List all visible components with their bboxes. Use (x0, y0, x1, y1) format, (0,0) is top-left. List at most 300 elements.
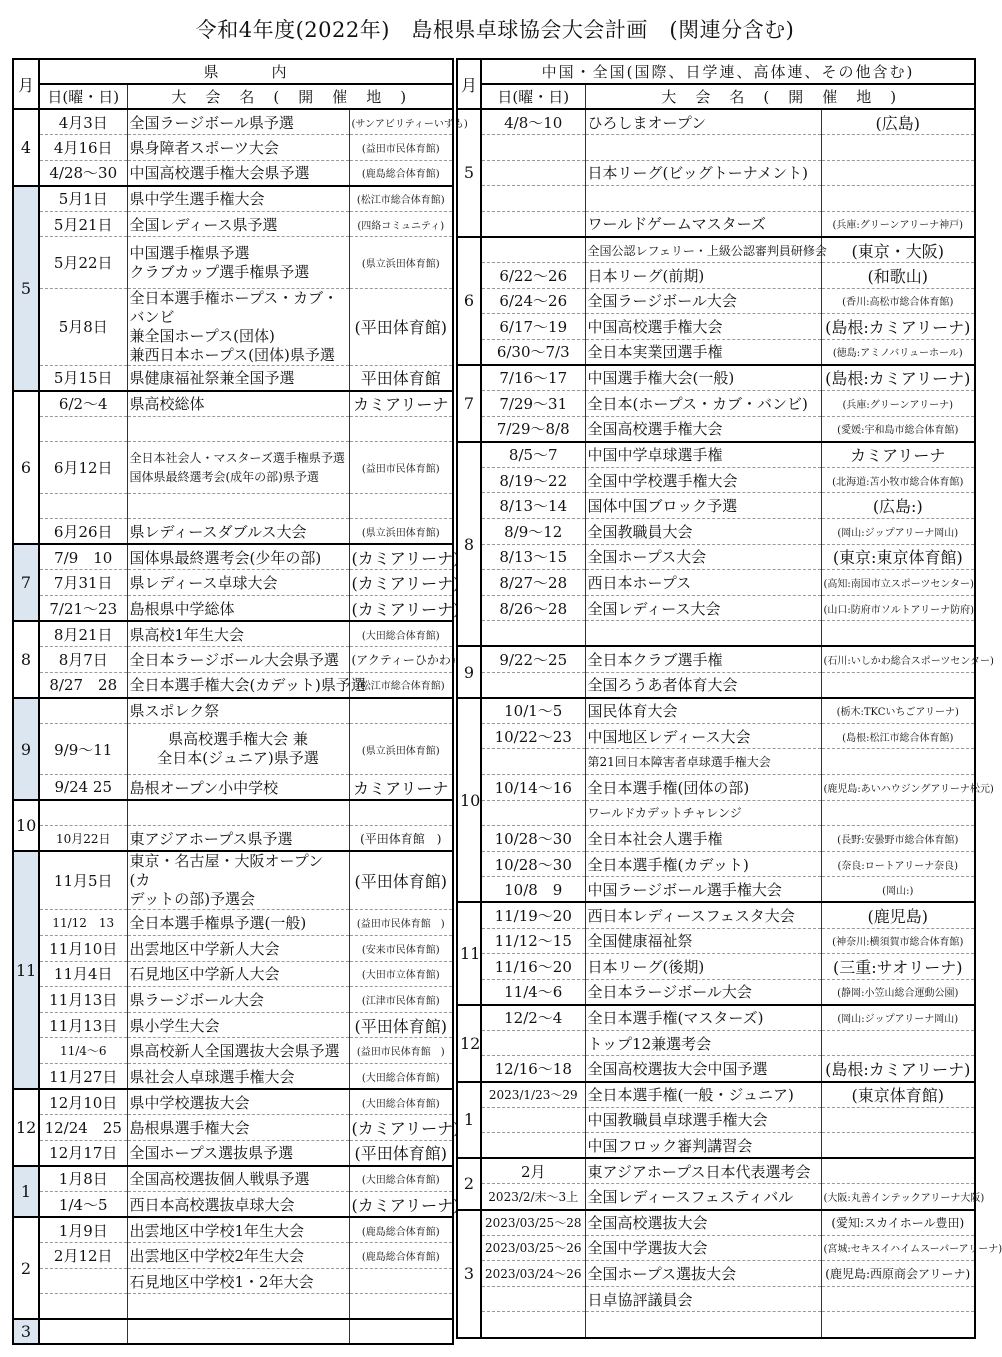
event-name: 日本リーグ(前期) (585, 263, 821, 289)
table-row (457, 698, 975, 724)
event-venue (821, 135, 975, 161)
event-name: 県レディース卓球大会 (127, 570, 349, 596)
event-name: 全国レディースフェスティバル (585, 1184, 821, 1210)
event-venue (349, 800, 453, 826)
event-date: 6月26日 (39, 519, 127, 545)
event-name: 国体中国ブロック予選 (585, 493, 821, 519)
event-venue: (東京:東京体育館) (821, 544, 975, 570)
table-row (13, 1243, 453, 1269)
month-header: 月 (457, 59, 481, 109)
table-row (457, 928, 975, 954)
table-row (13, 936, 453, 962)
event-date: 11月4日 (39, 961, 127, 987)
table-row (457, 391, 975, 417)
table-row (457, 902, 975, 928)
table-row (13, 723, 453, 774)
event-date: 4月3日 (39, 109, 127, 135)
event-name: 全日本選手権ホープス・カブ・バンビ 兼全国ホープス(団体) 兼西日本ホープス(団体)県予選 (127, 288, 349, 365)
table-row (13, 135, 453, 161)
region-header: 中国・全国(国際、日学連、高体連、その他含む) (481, 59, 975, 84)
event-venue: (平田体育館) (349, 288, 453, 365)
event-date: 8/13〜14 (481, 493, 585, 519)
event-name: 全国ホープス大会 (585, 544, 821, 570)
event-venue: (栃木:TKCいちごアリーナ) (821, 698, 975, 724)
event-date: 5月1日 (39, 186, 127, 212)
event-name: 県健康福祉祭兼全国予選 (127, 365, 349, 391)
event-name: ワールドカデットチャレンジ (585, 800, 821, 826)
event-date: 6月12日 (39, 442, 127, 493)
event-name: 西日本高校選抜卓球大会 (127, 1191, 349, 1217)
table-row (13, 519, 453, 545)
event-name (585, 1312, 821, 1338)
event-date (481, 186, 585, 212)
table-row (457, 186, 975, 212)
event-date: 7月31日 (39, 570, 127, 596)
table-row (13, 987, 453, 1013)
event-date: 1月8日 (39, 1166, 127, 1192)
table-row (13, 109, 453, 135)
event-name: 島根県中学総体 (127, 596, 349, 622)
event-venue: (北海道:苫小牧市総合体育館) (821, 467, 975, 493)
event-name: 県高校新人全国選抜大会県予選 (127, 1038, 349, 1064)
event-venue (821, 1107, 975, 1133)
event-venue: (カミアリーナ) (349, 544, 453, 570)
event-date: 6/2〜4 (39, 391, 127, 417)
event-date: 9/9〜11 (39, 723, 127, 774)
event-date: 12/16〜18 (481, 1056, 585, 1082)
table-row (457, 416, 975, 442)
month-label: 6 (457, 237, 481, 365)
table-row (13, 1319, 453, 1344)
event-date (39, 1319, 127, 1344)
national-schedule-table (456, 58, 1002, 1339)
event-venue: (東京体育館) (821, 1082, 975, 1108)
table-row (13, 1064, 453, 1090)
month-label: 11 (13, 851, 39, 1089)
event-date: 8月7日 (39, 647, 127, 673)
event-name: 日本リーグ(後期) (585, 954, 821, 980)
table-row (13, 211, 453, 237)
event-venue: (アクティーひかわ) (349, 647, 453, 673)
event-venue: (大田市立体育館) (349, 961, 453, 987)
event-date (481, 672, 585, 698)
event-name: 日卓協評議員会 (585, 1286, 821, 1312)
event-name: 全国健康福祉祭 (585, 928, 821, 954)
event-date (39, 1294, 127, 1320)
table-row (13, 775, 453, 801)
event-name: 県高校1年生大会 (127, 621, 349, 647)
event-name: 県レディースダブルス大会 (127, 519, 349, 545)
event-venue: (県立浜田体育館) (349, 723, 453, 774)
event-name: 全国ホープス選抜大会 (585, 1261, 821, 1287)
event-venue (349, 493, 453, 519)
event-name: 全国中学校選手権大会 (585, 467, 821, 493)
month-label: 1 (13, 1166, 39, 1217)
event-venue (821, 1286, 975, 1312)
event-venue: (広島:) (821, 493, 975, 519)
event-venue: (神奈川:横須賀市総合体育館) (821, 928, 975, 954)
event-venue (349, 1294, 453, 1320)
event-date: 12/24 25 (39, 1115, 127, 1141)
event-name: 全日本ラージボール大会 (585, 979, 821, 1005)
table-row (457, 544, 975, 570)
event-name: 全国ラージボール県予選 (127, 109, 349, 135)
event-date: 8/9〜12 (481, 519, 585, 545)
event-name: 県ラージボール大会 (127, 987, 349, 1013)
event-name: 全国ホープス選抜県予選 (127, 1140, 349, 1166)
event-venue: (愛知:スカイホール豊田) (821, 1210, 975, 1236)
event-venue: (東京・大阪) (821, 237, 975, 263)
table-row (457, 1210, 975, 1236)
table-row (457, 800, 975, 826)
event-name (585, 621, 821, 647)
event-venue: カミアリーナ (821, 442, 975, 468)
event-name: 県スポレク祭 (127, 698, 349, 724)
event-venue: (愛媛:宇和島市総合体育館) (821, 416, 975, 442)
month-label: 8 (457, 442, 481, 647)
event-venue: (益田市民体育館 ) (349, 910, 453, 936)
event-venue: (安来市民体育館) (349, 936, 453, 962)
event-name: 全日本社会人選手権 (585, 826, 821, 852)
event-name: 全国高校選抜大会 (585, 1210, 821, 1236)
month-label: 12 (457, 1005, 481, 1082)
month-label: 2 (13, 1217, 39, 1319)
event-name: 全国教職員大会 (585, 519, 821, 545)
event-venue: (平田体育館) (349, 1012, 453, 1038)
event-venue (821, 800, 975, 826)
event-name: 出雲地区中学校1年生大会 (127, 1217, 349, 1243)
event-venue (349, 1319, 453, 1344)
event-venue: (高知:南国市立スポーツセンター) (821, 570, 975, 596)
month-label: 9 (13, 698, 39, 800)
event-name: 県中学生選手権大会 (127, 186, 349, 212)
event-date: 2月 (481, 1158, 585, 1184)
event-date: 4/28〜30 (39, 160, 127, 186)
event-venue: (奈良:ロートアリーナ奈良) (821, 851, 975, 877)
event-name: 全日本選手権(カデット) (585, 851, 821, 877)
event-date (39, 1268, 127, 1294)
table-row (457, 954, 975, 980)
event-name: 全日本実業団選手権 (585, 339, 821, 365)
event-date: 7/29〜8/8 (481, 416, 585, 442)
table-row (457, 877, 975, 903)
event-date: 7/9 10 (39, 544, 127, 570)
table-row (457, 314, 975, 340)
event-venue: (平田体育館 ) (349, 826, 453, 852)
event-date (481, 135, 585, 161)
event-venue: (長野:安曇野市総合体育館) (821, 826, 975, 852)
table-row (13, 851, 453, 910)
table-row (457, 851, 975, 877)
event-venue: (大阪:丸善インテックアリーナ大阪) (821, 1184, 975, 1210)
event-venue: (鹿児島) (821, 902, 975, 928)
event-venue: (宮城:セキスイハイムスーパーアリーナ) (821, 1235, 975, 1261)
table-row (457, 570, 975, 596)
event-venue (821, 672, 975, 698)
table-row (13, 1191, 453, 1217)
table-row (457, 1082, 975, 1108)
event-date: 2023/1/23〜29 (481, 1082, 585, 1108)
event-venue: (益田市民体育館) (349, 135, 453, 161)
event-venue: カミアリーナ (349, 391, 453, 417)
table-row (457, 109, 975, 135)
event-name: 日本リーグ(ビッグトーナメント) (585, 160, 821, 186)
event-name: ワールドゲームマスターズ (585, 211, 821, 237)
event-date (481, 1107, 585, 1133)
event-venue: (鹿島総合体育館) (349, 1217, 453, 1243)
event-name: 国民体育大会 (585, 698, 821, 724)
table-row (457, 519, 975, 545)
event-date: 7/29〜31 (481, 391, 585, 417)
event-name: 中国選手権大会(一般) (585, 365, 821, 391)
event-date: 9/22〜25 (481, 646, 585, 672)
table-row (457, 211, 975, 237)
event-date: 12/2〜4 (481, 1005, 585, 1031)
event-name-header: 大 会 名 ( 開 催 地 ) (585, 84, 975, 109)
date-header: 日(曜・日) (481, 84, 585, 109)
event-venue: (岡山:ジップアリーナ岡山) (821, 1005, 975, 1031)
table-row (457, 1107, 975, 1133)
event-date (481, 160, 585, 186)
page-title: 令和4年度(2022年) 島根県卓球協会大会計画 (関連分含む) (195, 18, 795, 42)
event-date: 10/1〜5 (481, 698, 585, 724)
event-venue: 平田体育館 (349, 365, 453, 391)
event-venue: (松江市総合体育館) (349, 186, 453, 212)
event-name: 石見地区中学新人大会 (127, 961, 349, 987)
table-row (13, 391, 453, 417)
right-table (456, 58, 1002, 1339)
event-date: 8月21日 (39, 621, 127, 647)
event-venue: (益田市民体育館 ) (349, 1038, 453, 1064)
event-venue: (大田総合体育館) (349, 1166, 453, 1192)
table-row (13, 647, 453, 673)
event-name: 中国高校選手権大会県予選 (127, 160, 349, 186)
table-row (13, 800, 453, 826)
event-date: 6/24〜26 (481, 288, 585, 314)
event-name-header: 大 会 名 ( 開 催 地 ) (127, 84, 453, 109)
table-row (13, 1217, 453, 1243)
event-name: 県高校選手権大会 兼 全日本(ジュニア)県予選 (127, 723, 349, 774)
event-name: 県高校総体 (127, 391, 349, 417)
event-name: 全国レディース県予選 (127, 211, 349, 237)
table-row (457, 365, 975, 391)
table-row (457, 493, 975, 519)
event-name: 全日本選手権県予選(一般) (127, 910, 349, 936)
month-label: 11 (457, 902, 481, 1004)
table-row (457, 595, 975, 621)
event-date: 2月12日 (39, 1243, 127, 1269)
table-row (13, 416, 453, 442)
event-name: 全国高校選抜個人戦県予選 (127, 1166, 349, 1192)
table-row (457, 1312, 975, 1338)
table-row (13, 910, 453, 936)
event-date: 6/22〜26 (481, 263, 585, 289)
event-name: 西日本ホープス (585, 570, 821, 596)
event-name: 島根県選手権大会 (127, 1115, 349, 1141)
event-venue: (平田体育館) (349, 851, 453, 910)
event-venue: (岡山:) (821, 877, 975, 903)
month-label: 2 (457, 1158, 481, 1209)
table-row (13, 698, 453, 724)
event-name: 東アジアホープス県予選 (127, 826, 349, 852)
event-venue: (大田総合体育館) (349, 1064, 453, 1090)
event-name: 県中学校選抜大会 (127, 1089, 349, 1115)
event-name (127, 416, 349, 442)
event-venue (821, 160, 975, 186)
event-name (127, 800, 349, 826)
prefecture-schedule-table (12, 58, 468, 1345)
table-row (13, 1115, 453, 1141)
event-venue: (山口:防府市ソルトアリーナ防府) (821, 595, 975, 621)
event-venue: (広島) (821, 109, 975, 135)
event-venue (349, 416, 453, 442)
event-name: 東アジアホープス日本代表選考会 (585, 1158, 821, 1184)
event-date: 5月15日 (39, 365, 127, 391)
event-date: 5月21日 (39, 211, 127, 237)
event-date (39, 800, 127, 826)
table-row (13, 493, 453, 519)
event-date: 7/21〜23 (39, 596, 127, 622)
event-venue (821, 749, 975, 775)
event-date: 4月16日 (39, 135, 127, 161)
month-label: 5 (13, 186, 39, 391)
event-venue (821, 1158, 975, 1184)
table-row (457, 442, 975, 468)
event-name: 全日本選手権(一般・ジュニア) (585, 1082, 821, 1108)
table-row (13, 621, 453, 647)
event-name: 中国地区レディース大会 (585, 723, 821, 749)
event-name (127, 1294, 349, 1320)
event-date: 11月5日 (39, 851, 127, 910)
month-label: 3 (13, 1319, 39, 1344)
event-date (481, 237, 585, 263)
event-date (481, 1133, 585, 1159)
region-header: 県 内 (39, 59, 453, 84)
month-label: 4 (13, 109, 39, 186)
event-name: トップ12兼選考会 (585, 1030, 821, 1056)
month-label: 3 (457, 1210, 481, 1338)
table-row (457, 263, 975, 289)
table-row (457, 723, 975, 749)
event-venue (821, 1133, 975, 1159)
event-date: 12月17日 (39, 1140, 127, 1166)
event-date: 11/19〜20 (481, 902, 585, 928)
event-venue (349, 698, 453, 724)
event-date: 8/26〜28 (481, 595, 585, 621)
event-name: ひろしまオープン (585, 109, 821, 135)
event-date: 11月13日 (39, 987, 127, 1013)
table-row (457, 979, 975, 1005)
left-table (12, 58, 468, 1345)
event-date: 8/13〜15 (481, 544, 585, 570)
month-label: 10 (13, 800, 39, 851)
event-date: 5月8日 (39, 288, 127, 365)
event-date (39, 416, 127, 442)
event-name: 島根オープン小中学校 (127, 775, 349, 801)
event-venue: (静岡:小笠山総合運動公園) (821, 979, 975, 1005)
month-label: 8 (13, 621, 39, 698)
event-date (481, 800, 585, 826)
event-name: 中国ラージボール選手権大会 (585, 877, 821, 903)
event-date: 2023/03/24〜26 (481, 1261, 585, 1287)
event-name: 全国中学選抜大会 (585, 1235, 821, 1261)
event-venue (821, 621, 975, 647)
event-date: 7/16〜17 (481, 365, 585, 391)
event-date: 2023/2/末〜3上 (481, 1184, 585, 1210)
event-name: 全国高校選手権大会 (585, 416, 821, 442)
event-venue: (兵庫:グリーンアリーナ) (821, 391, 975, 417)
table-row (457, 135, 975, 161)
table-row (457, 646, 975, 672)
month-label: 1 (457, 1082, 481, 1159)
event-name: 国体県最終選考会(少年の部) (127, 544, 349, 570)
table-row (457, 826, 975, 852)
event-venue (349, 1268, 453, 1294)
event-date: 10/28〜30 (481, 826, 585, 852)
table-row (13, 237, 453, 288)
event-date: 10/22〜23 (481, 723, 585, 749)
event-name (585, 186, 821, 212)
table-row (457, 1133, 975, 1159)
event-venue: (島根:カミアリーナ) (821, 1056, 975, 1082)
event-name: 全日本選手権(マスターズ) (585, 1005, 821, 1031)
event-venue: (兵庫:グリーンアリーナ神戸) (821, 211, 975, 237)
event-name: 東京・名古屋・大阪オープン (カ デットの部)予選会 (127, 851, 349, 910)
event-name: 西日本レディースフェスタ大会 (585, 902, 821, 928)
table-row (13, 1268, 453, 1294)
event-venue: (徳島:アミノバリューホール) (821, 339, 975, 365)
event-venue: (大田総合体育館) (349, 1089, 453, 1115)
event-venue: (益田市民体育館) (349, 442, 453, 493)
event-name: 中国選手権県予選 クラブカップ選手権県予選 (127, 237, 349, 288)
event-venue: (四絡コミュニティ) (349, 211, 453, 237)
table-row (13, 1294, 453, 1320)
event-venue: (鹿児島:西原商会アリーナ) (821, 1261, 975, 1287)
month-label: 6 (13, 391, 39, 545)
table-row (457, 1184, 975, 1210)
table-row (457, 774, 975, 800)
event-venue: カミアリーナ (349, 775, 453, 801)
table-row (13, 672, 453, 698)
event-date (481, 1312, 585, 1338)
month-label: 12 (13, 1089, 39, 1166)
table-row (457, 1158, 975, 1184)
table-row (13, 1012, 453, 1038)
event-date (481, 749, 585, 775)
table-row (13, 544, 453, 570)
event-date: 11月10日 (39, 936, 127, 962)
event-date: 9/24 25 (39, 775, 127, 801)
table-row (13, 1166, 453, 1192)
event-date: 11月13日 (39, 1012, 127, 1038)
event-venue (821, 186, 975, 212)
event-venue: (和歌山) (821, 263, 975, 289)
table-row (13, 570, 453, 596)
table-row (13, 826, 453, 852)
event-name: 全日本社会人・マスターズ選手権県予選 国体県最終選考会(成年の部)県予選 (127, 442, 349, 493)
table-row (457, 672, 975, 698)
table-row (457, 1056, 975, 1082)
month-header: 月 (13, 59, 39, 109)
event-venue (821, 1030, 975, 1056)
event-name: 石見地区中学校1・2年大会 (127, 1268, 349, 1294)
event-date (481, 1030, 585, 1056)
event-name (127, 493, 349, 519)
event-date: 6/30〜7/3 (481, 339, 585, 365)
event-name (585, 135, 821, 161)
event-venue (821, 1312, 975, 1338)
table-row (457, 288, 975, 314)
